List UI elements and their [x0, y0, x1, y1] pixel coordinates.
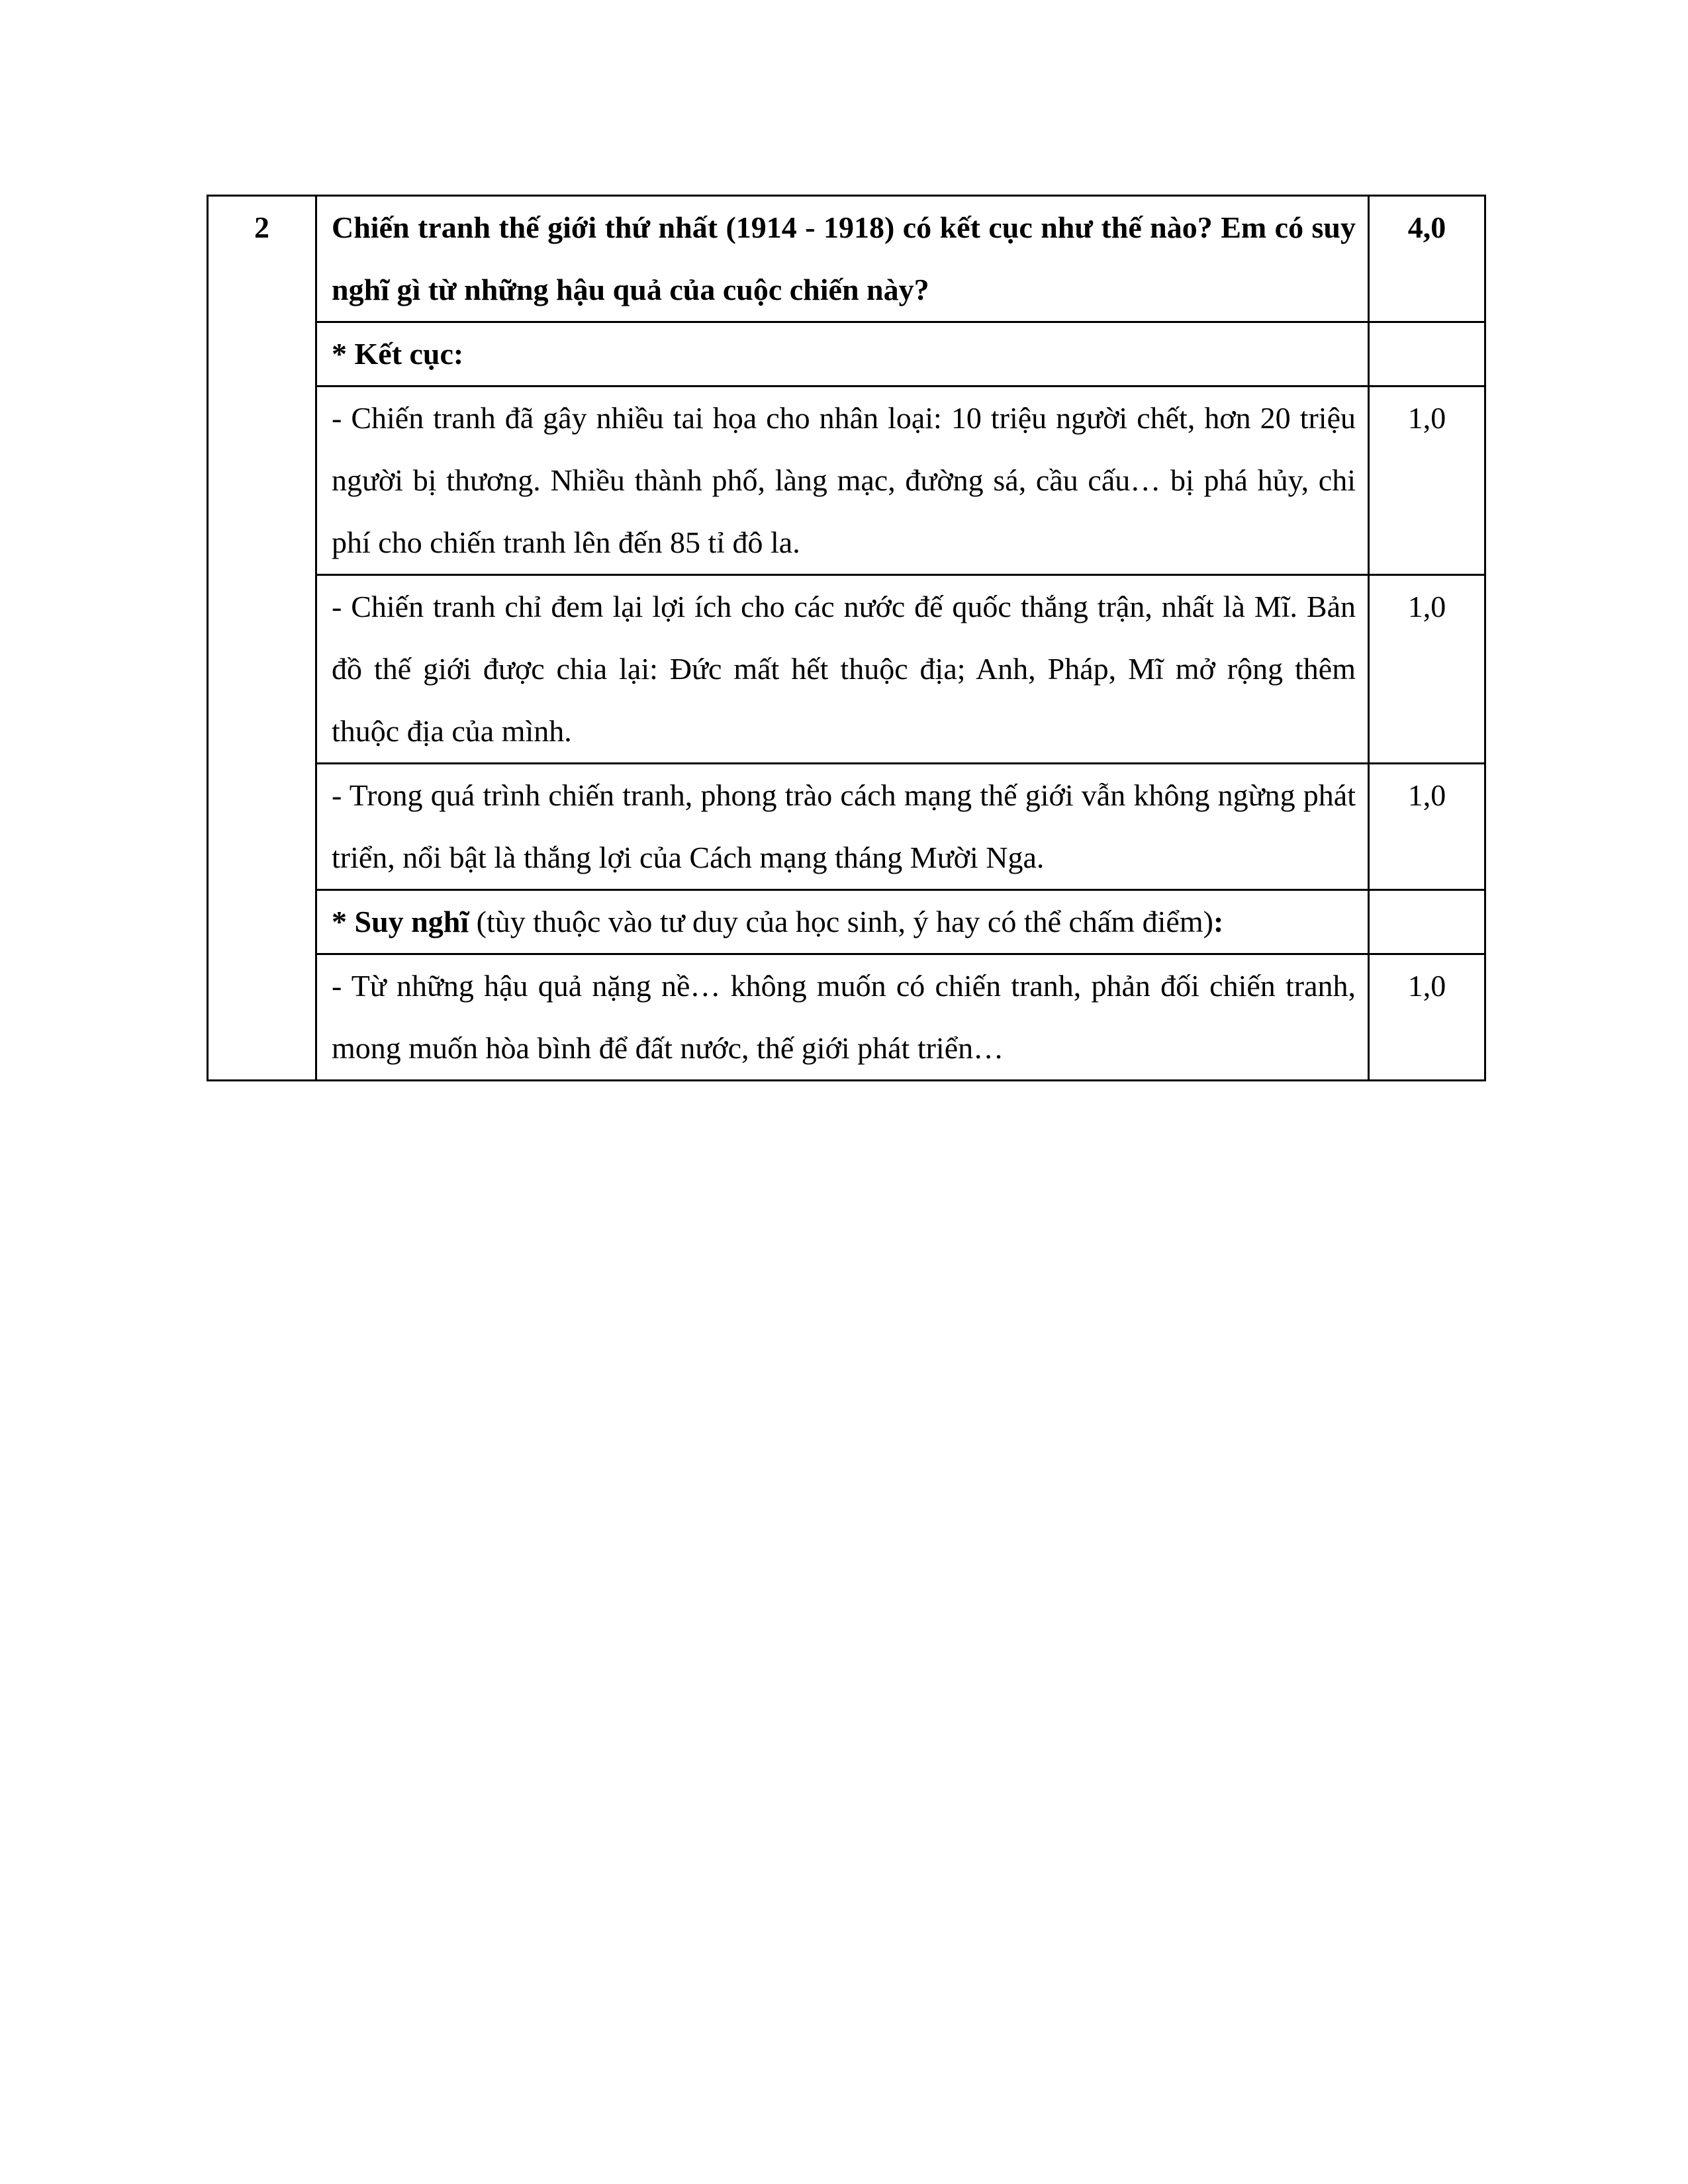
answer-item-score: 1,0 [1369, 387, 1485, 575]
answer-table [207, 195, 1486, 1081]
section-heading-row [208, 890, 1485, 954]
answer-item-text: - Trong quá trình chiến tranh, phong trào cách mạng thế giới vẫn không ngừng phát triển, nổi bật là thắng lợi của Cách mạng tháng Mười Nga. [316, 764, 1369, 890]
answer-item-text: - Từ những hậu quả nặng nề… không muốn có chiến tranh, phản đối chiến tranh, mong muốn hòa bình để đất nước, thế giới phát triển… [316, 954, 1369, 1081]
empty-score-cell [1369, 322, 1485, 387]
question-score: 4,0 [1369, 196, 1485, 322]
section-heading-note: (tùy thuộc vào tư duy của học sinh, ý hay có thể chấm điểm) [469, 905, 1213, 938]
answer-item-score: 1,0 [1369, 575, 1485, 764]
table-row [208, 387, 1485, 575]
answer-item-text: - Chiến tranh chỉ đem lại lợi ích cho các nước đế quốc thắng trận, nhất là Mĩ. Bản đồ thế giới được chia lại: Đức mất hết thuộc địa; Anh, Pháp, Mĩ mở rộng thêm thuộc địa của mình. [316, 575, 1369, 764]
table-row [208, 954, 1485, 1081]
answer-item-text: - Chiến tranh đã gây nhiều tai họa cho nhân loại: 10 triệu người chết, hơn 20 triệu người bị thương. Nhiều thành phố, làng mạc, đường sá, cầu cấu… bị phá hủy, chi phí cho chiến tranh lên đến 85 tỉ đô la. [316, 387, 1369, 575]
table-row [208, 764, 1485, 890]
section-heading-colon: : [1213, 905, 1224, 938]
empty-score-cell [1369, 890, 1485, 954]
question-row [208, 196, 1485, 322]
answer-item-score: 1,0 [1369, 764, 1485, 890]
question-text: Chiến tranh thế giới thứ nhất (1914 - 1918) có kết cục như thế nào? Em có suy nghĩ gì từ những hậu quả của cuộc chiến này? [316, 196, 1369, 322]
answer-item-score: 1,0 [1369, 954, 1485, 1081]
section-heading-ket-cuc: * Kết cục: [316, 322, 1369, 387]
section-heading-label: * Suy nghĩ [332, 905, 469, 938]
section-heading-row [208, 322, 1485, 387]
question-number: 2 [208, 196, 316, 1081]
section-heading-suy-nghi [316, 890, 1369, 954]
table-row [208, 575, 1485, 764]
